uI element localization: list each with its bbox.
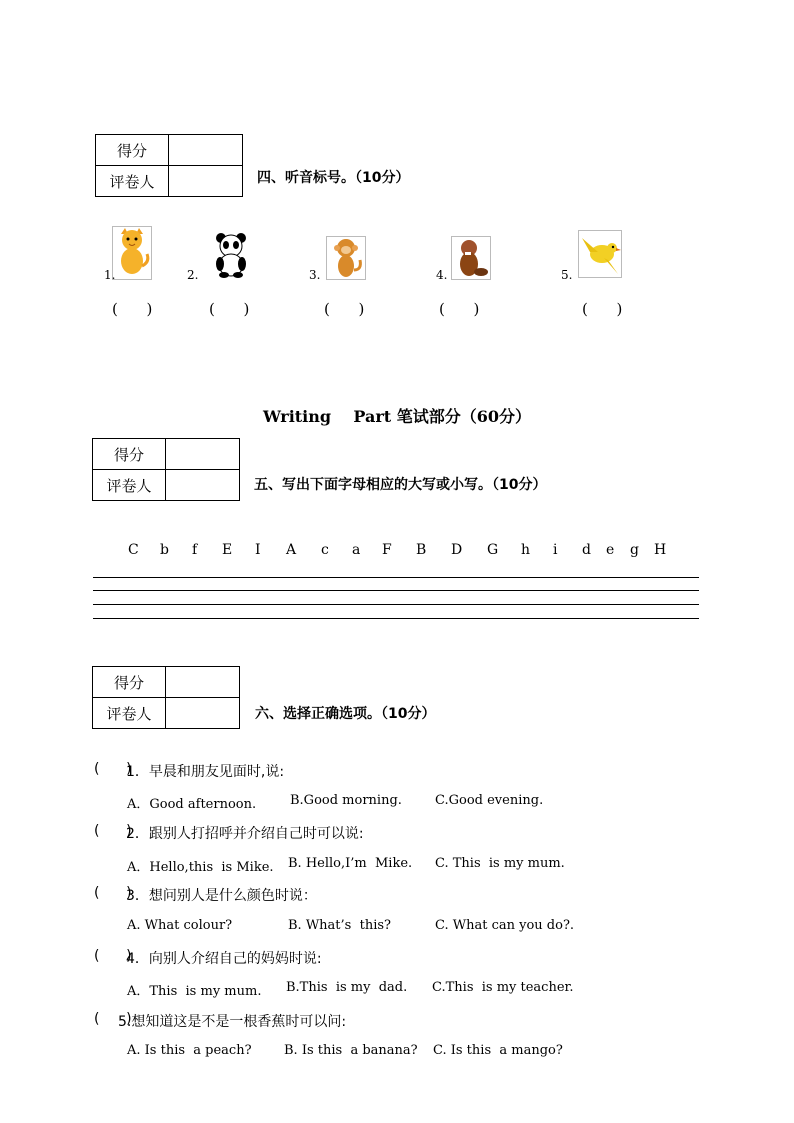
- answer-blank[interactable]: ( ): [94, 823, 132, 839]
- beaver-icon: [451, 236, 491, 280]
- letter: F: [382, 542, 392, 558]
- section4-heading: 四、听音标号。（10分）: [257, 170, 410, 186]
- item-number-5: 5.: [561, 268, 573, 282]
- option: B.This is my dad.: [286, 980, 408, 995]
- answer-blank[interactable]: ( ): [94, 948, 132, 964]
- letter: d: [582, 542, 591, 558]
- letter: D: [451, 542, 463, 558]
- grader-label: 评卷人: [93, 470, 166, 501]
- letter: e: [606, 542, 615, 558]
- letter: b: [160, 542, 169, 558]
- score-cell[interactable]: [166, 667, 240, 698]
- grader-cell[interactable]: [166, 470, 240, 501]
- option: B.Good morning.: [290, 793, 402, 808]
- letter: c: [321, 542, 329, 558]
- option: C. What can you do?.: [435, 918, 575, 933]
- writing-line[interactable]: [93, 590, 699, 591]
- answer-blank-3[interactable]: ( ): [324, 300, 365, 318]
- letter: I: [255, 542, 261, 558]
- letter: f: [192, 542, 198, 558]
- score-cell[interactable]: [169, 135, 243, 166]
- option: B. Hello,I’m Mike.: [288, 856, 413, 871]
- score-table-1: [95, 134, 243, 197]
- answer-blank[interactable]: ( ): [94, 885, 132, 901]
- score-label: 得分: [93, 667, 166, 698]
- option: A．Hello,this is Mike.: [127, 860, 274, 875]
- grader-label: 评卷人: [96, 166, 169, 197]
- writing-part-title: Writing Part 笔试部分（60分）: [263, 407, 531, 426]
- option: C. This is my mum.: [435, 856, 565, 871]
- option: C.This is my teacher.: [432, 980, 574, 995]
- letter: h: [521, 542, 531, 558]
- question-text: 3．想问别人是什么颜色时说：: [126, 888, 317, 904]
- option: B. Is this a banana?: [284, 1043, 418, 1058]
- score-table-3: [92, 666, 240, 729]
- letter: G: [487, 542, 499, 558]
- answer-blank[interactable]: ( ): [94, 1011, 132, 1027]
- section5-heading: 五、写出下面字母相应的大写或小写。（10分）: [254, 477, 547, 493]
- answer-blank[interactable]: ( ): [94, 761, 132, 777]
- item-number-1: 1.: [104, 268, 116, 282]
- item-number-3: 3.: [309, 268, 321, 282]
- cat-icon: [112, 226, 152, 280]
- letter: E: [222, 542, 233, 558]
- option: B. What’s this?: [288, 918, 391, 933]
- section6-heading: 六、选择正确选项。（10分）: [255, 706, 436, 722]
- letter: C: [128, 542, 139, 558]
- answer-blank-2[interactable]: ( ): [209, 300, 250, 318]
- letter: A: [286, 542, 297, 558]
- score-table-2: [92, 438, 240, 501]
- letter: a: [352, 542, 361, 558]
- letter: H: [654, 542, 667, 558]
- grader-label: 评卷人: [93, 698, 166, 729]
- option: C. Is this a mango?: [433, 1043, 563, 1058]
- grader-cell[interactable]: [166, 698, 240, 729]
- question-text: 4．向别人介绍自己的妈妈时说:: [126, 951, 322, 967]
- score-label: 得分: [93, 439, 166, 470]
- grader-cell[interactable]: [169, 166, 243, 197]
- letter: g: [630, 542, 639, 558]
- writing-line[interactable]: [93, 577, 699, 578]
- question-text: 1．早晨和朋友见面时,说:: [126, 764, 285, 780]
- writing-line[interactable]: [93, 604, 699, 605]
- answer-blank-4[interactable]: ( ): [439, 300, 480, 318]
- question-text: 5.想知道这是不是一根香蕉时可以问:: [118, 1014, 347, 1030]
- option: A．This is my mum.: [127, 984, 262, 999]
- writing-line[interactable]: [93, 618, 699, 619]
- monkey-icon: [326, 236, 366, 280]
- item-number-4: 4.: [436, 268, 448, 282]
- letter: i: [553, 542, 558, 558]
- option: A. What colour?: [127, 918, 233, 933]
- score-label: 得分: [96, 135, 169, 166]
- score-cell[interactable]: [166, 439, 240, 470]
- panda-icon: [211, 232, 251, 278]
- answer-blank-5[interactable]: ( ): [582, 300, 623, 318]
- answer-blank-1[interactable]: ( ): [112, 300, 153, 318]
- bird-icon: [578, 230, 622, 278]
- option: C.Good evening.: [435, 793, 544, 808]
- item-number-2: 2.: [187, 268, 199, 282]
- option: A．Good afternoon.: [127, 797, 257, 812]
- option: A. Is this a peach?: [127, 1043, 252, 1058]
- letter: B: [416, 542, 427, 558]
- question-text: 2．跟别人打招呼并介绍自己时可以说:: [126, 826, 364, 842]
